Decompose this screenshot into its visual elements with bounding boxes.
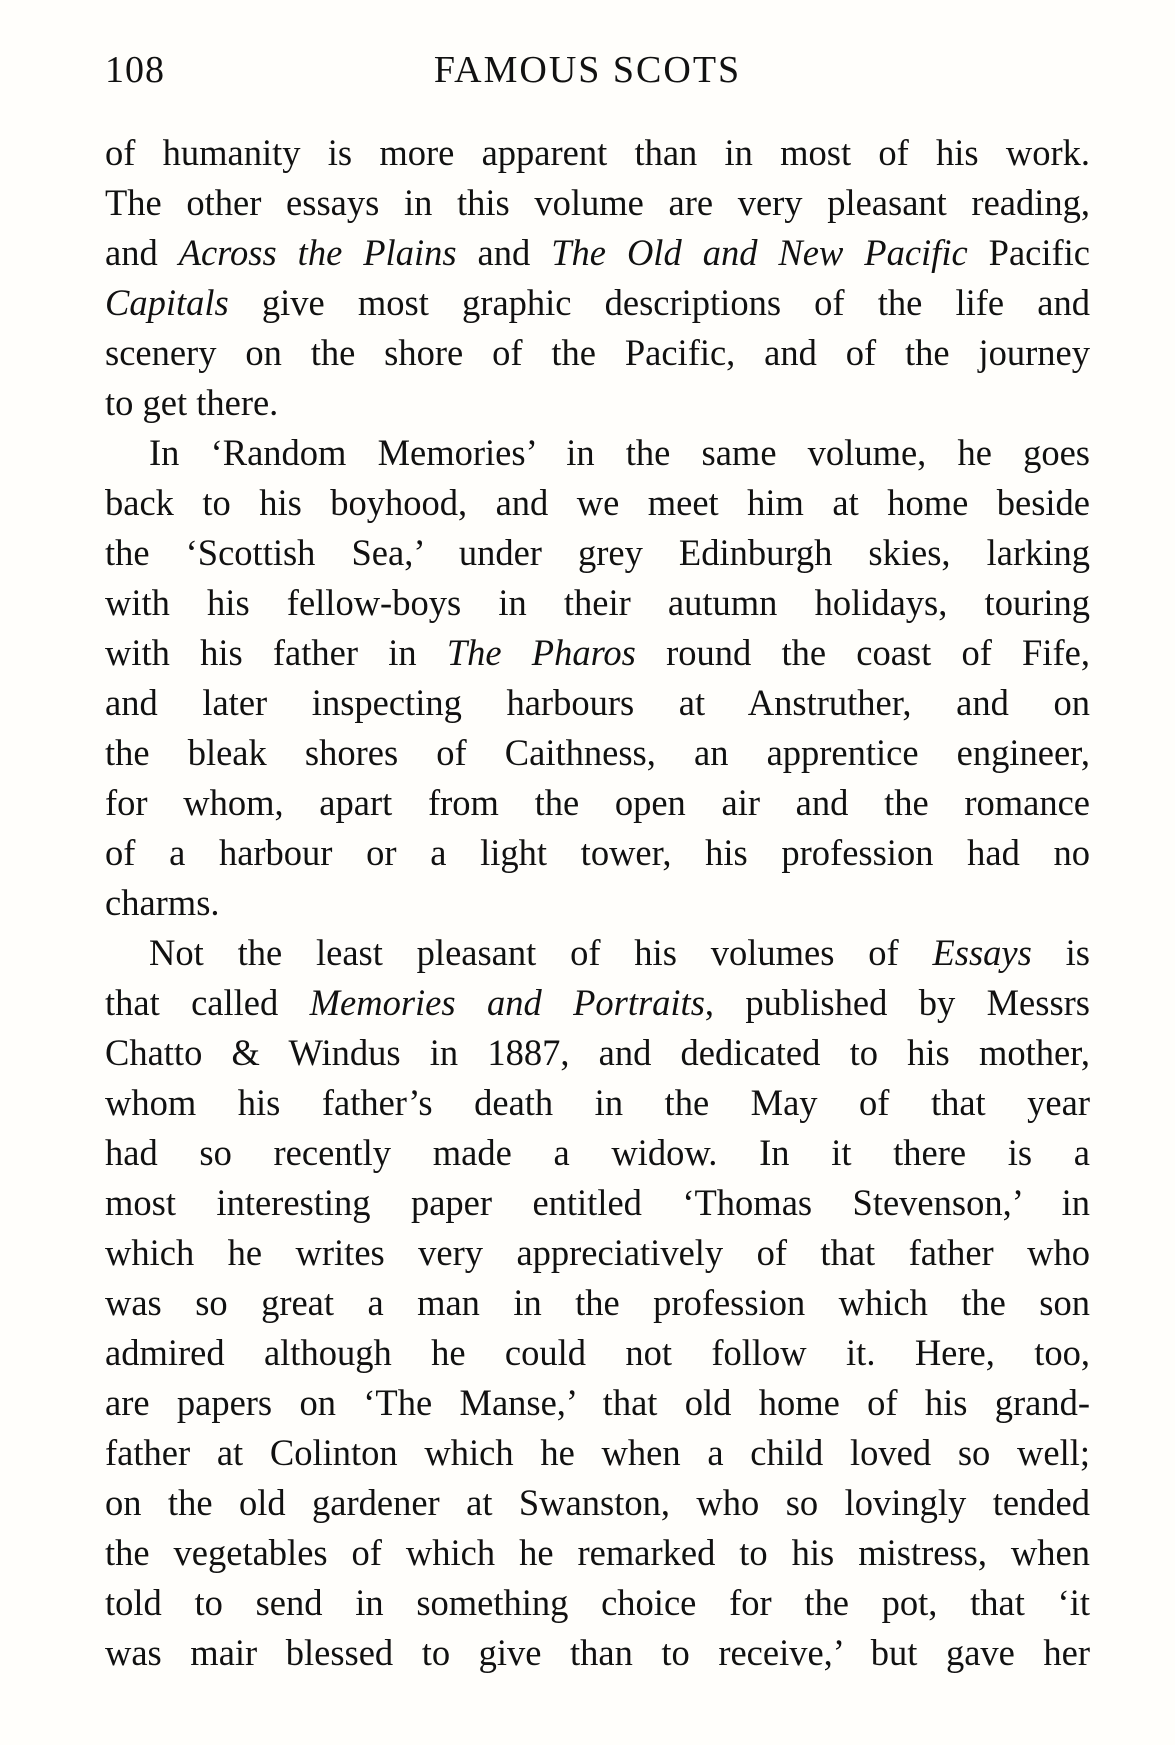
italic-title: The Pharos <box>446 632 636 673</box>
text-line: scenery on the shore of the Pacific, and of the journey <box>105 332 1090 373</box>
text-line: for whom, apart from the open air and the romance <box>105 782 1090 823</box>
text-line: admired although he could not follow it. Here, too, <box>105 1332 1090 1373</box>
italic-title: The Old and New Pacific <box>551 232 968 273</box>
text-line: whom his father’s death in the May of that year <box>105 1082 1090 1123</box>
text-line <box>105 228 1090 278</box>
page-number: 108 <box>105 49 165 91</box>
line-fragment: is <box>1031 932 1090 973</box>
line-fragment: Pacific <box>967 232 1090 273</box>
text-line: of a harbour or a light tower, his profession had no <box>105 832 1090 873</box>
text-line: on the old gardener at Swanston, who so lovingly tended <box>105 1482 1090 1523</box>
line-fragment: Not the least pleasant of his volumes of <box>149 932 933 973</box>
text-line: was mair blessed to give than to receive,’ but gave her <box>105 1632 1090 1673</box>
text-line: back to his boyhood, and we meet him at home beside <box>105 482 1090 523</box>
body-text <box>105 128 1090 1678</box>
text-line <box>105 928 1090 978</box>
text-line: was so great a man in the profession which the son <box>105 1282 1090 1323</box>
line-fragment: give most graphic descriptions of the life and <box>228 282 1090 323</box>
line-fragment: and <box>105 232 179 273</box>
paragraph-2 <box>105 428 1090 928</box>
text-line: to get there. <box>105 382 279 423</box>
text-line: told to send in something choice for the pot, that ‘it <box>105 1582 1090 1623</box>
text-line <box>105 628 1090 678</box>
page-header <box>105 48 1070 98</box>
text-line: Chatto & Windus in 1887, and dedicated to his mother, <box>105 1032 1090 1073</box>
text-line: the bleak shores of Caithness, an apprentice engineer, <box>105 732 1090 773</box>
line-fragment: with his father in <box>105 632 447 673</box>
text-line: In ‘Random Memories’ in the same volume, he goes <box>149 432 1090 473</box>
text-line: The other essays in this volume are very pleasant reading, <box>105 182 1090 223</box>
text-line: father at Colinton which he when a child loved so well; <box>105 1432 1090 1473</box>
text-line: and later inspecting harbours at Anstruther, and on <box>105 682 1090 723</box>
paragraph-3 <box>105 928 1090 1678</box>
text-line <box>105 978 1090 1028</box>
line-fragment: round the coast of Fife, <box>635 632 1090 673</box>
line-fragment: and <box>456 232 552 273</box>
text-line: charms. <box>105 882 220 923</box>
italic-title: Essays <box>932 932 1032 973</box>
text-line: are papers on ‘The Manse,’ that old home of his grand- <box>105 1382 1090 1423</box>
text-line: the ‘Scottish Sea,’ under grey Edinburgh skies, larking <box>105 532 1090 573</box>
text-line: with his fellow-boys in their autumn holidays, touring <box>105 582 1090 623</box>
text-line: had so recently made a widow. In it there is a <box>105 1132 1090 1173</box>
text-line: which he writes very appreciatively of that father who <box>105 1232 1090 1273</box>
text-line: most interesting paper entitled ‘Thomas Stevenson,’ in <box>105 1182 1090 1223</box>
line-fragment: that called <box>105 982 310 1023</box>
text-line: the vegetables of which he remarked to his mistress, when <box>105 1532 1090 1573</box>
italic-title: Memories and Portraits <box>309 982 705 1023</box>
paragraph-1 <box>105 128 1090 428</box>
text-line <box>105 278 1090 328</box>
text-line: of humanity is more apparent than in most of his work. <box>105 132 1090 173</box>
running-title: FAMOUS SCOTS <box>433 49 742 91</box>
italic-title: Capitals <box>105 282 229 323</box>
line-fragment: , published by Messrs <box>704 982 1090 1023</box>
italic-title: Across the Plains <box>178 232 457 273</box>
